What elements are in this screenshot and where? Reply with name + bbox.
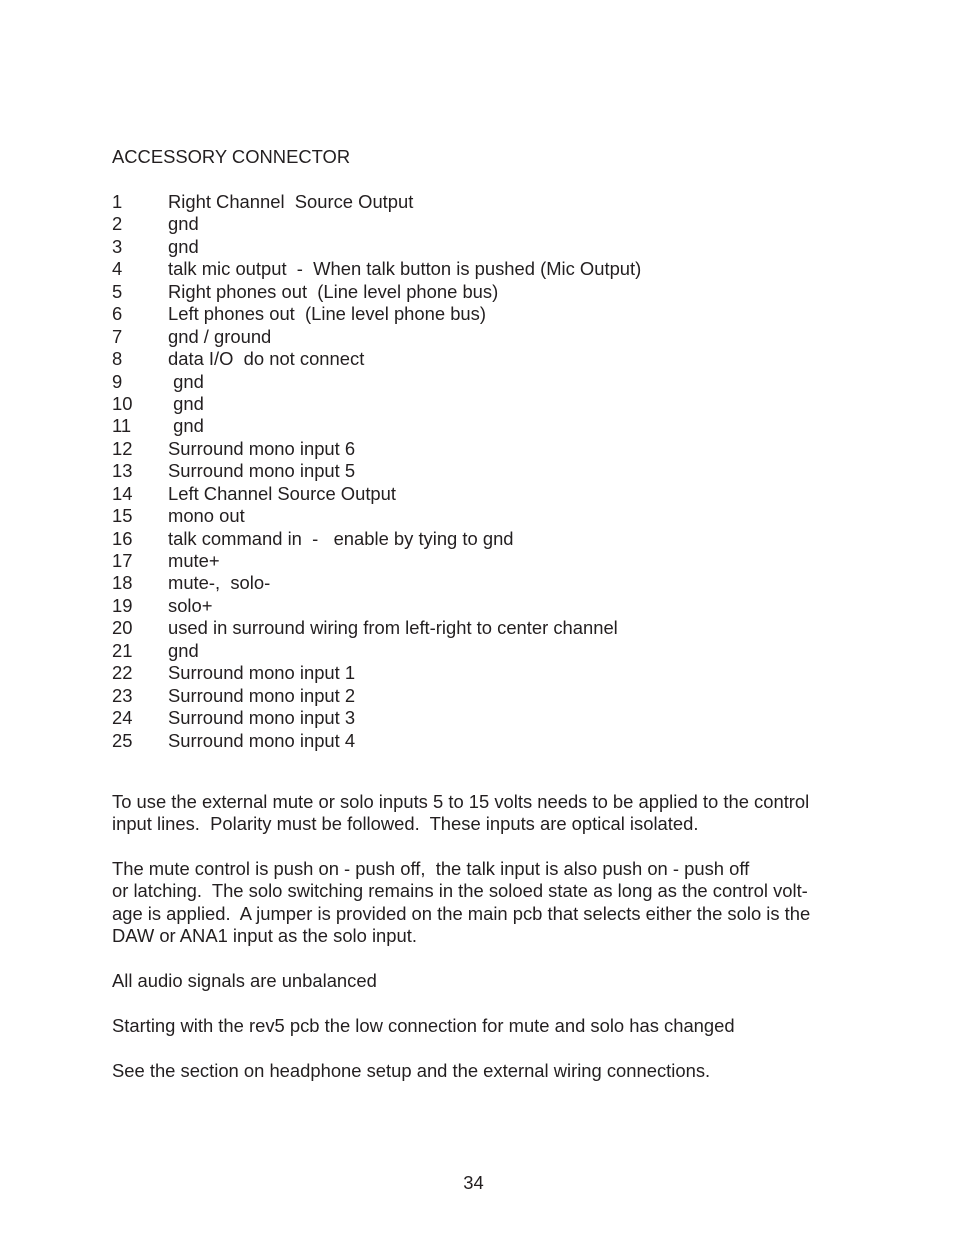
pin-row: [112, 393, 641, 415]
pin-number: 16: [112, 527, 133, 549]
external-inputs-paragraph: [112, 791, 852, 836]
pin-description: Surround mono input 3: [168, 707, 356, 729]
page-number: 34: [463, 1172, 484, 1193]
pin-number: 9: [112, 370, 123, 392]
paragraph-line: or latching. The solo switching remains in the soloed state as long as the control volt-: [112, 880, 808, 902]
pin-number: 19: [112, 594, 133, 616]
pin-description: mono out: [168, 505, 245, 527]
pin-row: [112, 550, 641, 572]
pin-row: [112, 640, 641, 662]
pin-number: 13: [112, 460, 133, 482]
pin-row: [112, 707, 641, 729]
pin-number: 23: [112, 684, 133, 706]
pin-row: [112, 415, 641, 437]
pin-description: Surround mono input 5: [168, 460, 356, 482]
pin-description: talk command in - enable by tying to gnd: [168, 527, 514, 549]
pin-number: 14: [112, 482, 133, 504]
pin-row: [112, 483, 641, 505]
pin-number: 10: [112, 392, 133, 414]
pin-number: 12: [112, 437, 133, 459]
pin-number: 20: [112, 617, 133, 639]
pin-number: 4: [112, 258, 123, 280]
pin-description: gnd: [168, 415, 204, 437]
pin-row: [112, 528, 641, 550]
pin-row: [112, 730, 641, 752]
paragraph-line: input lines. Polarity must be followed. These inputs are optical isolated.: [112, 813, 699, 835]
pin-description: gnd / ground: [168, 325, 272, 347]
pin-number: 24: [112, 707, 133, 729]
paragraph-line: All audio signals are unbalanced: [112, 970, 377, 991]
pin-description: gnd: [168, 235, 199, 257]
pin-number: 5: [112, 280, 123, 302]
pin-description: mute+: [168, 550, 220, 571]
paragraph-line: See the section on headphone setup and the external wiring connections.: [112, 1060, 711, 1081]
pin-row: [112, 281, 641, 303]
pin-description: data I/O do not connect: [168, 348, 365, 370]
pin-row: [112, 572, 641, 594]
pin-row: [112, 258, 641, 280]
pin-number: 8: [112, 348, 123, 370]
pin-description: Surround mono input 1: [168, 662, 356, 684]
pin-row: [112, 460, 641, 482]
pin-description: gnd: [168, 392, 204, 414]
pin-row: [112, 236, 641, 258]
pin-description: used in surround wiring from left-right to center channel: [168, 617, 618, 639]
pin-description: gnd: [168, 213, 199, 235]
pin-row: [112, 326, 641, 348]
paragraph-line: The mute control is push on - push off, the talk input is also push on - push off: [112, 858, 750, 879]
pin-number: 6: [112, 303, 123, 325]
section-heading: ACCESSORY CONNECTOR: [112, 146, 351, 167]
pin-row: [112, 191, 641, 213]
pin-number: 15: [112, 505, 133, 527]
pin-row: [112, 213, 641, 235]
pin-description: gnd: [168, 370, 204, 392]
paragraph-line: To use the external mute or solo inputs 5 to 15 volts needs to be applied to the control: [112, 791, 810, 812]
pin-number: 17: [112, 550, 133, 571]
pin-row: [112, 595, 641, 617]
pin-row: [112, 438, 641, 460]
pin-description: Right phones out (Line level phone bus): [168, 280, 499, 302]
pin-list: [112, 191, 641, 752]
pin-description: mute-, solo-: [168, 572, 271, 594]
pin-description: solo+: [168, 594, 213, 616]
mute-control-paragraph: [112, 858, 852, 948]
pin-row: [112, 662, 641, 684]
pin-description: Surround mono input 6: [168, 437, 356, 459]
paragraph-line: Starting with the rev5 pcb the low connection for mute and solo has changed: [112, 1015, 735, 1036]
pin-row: [112, 348, 641, 370]
pin-description: gnd: [168, 639, 199, 661]
pin-description: talk mic output - When talk button is pushed (Mic Output): [168, 258, 642, 280]
pin-row: [112, 371, 641, 393]
pin-number: 11: [112, 415, 132, 437]
pin-number: 1: [112, 191, 123, 212]
pin-number: 25: [112, 729, 133, 751]
paragraph-line: age is applied. A jumper is provided on the main pcb that selects either the solo is the: [112, 902, 811, 924]
unbalanced-paragraph: [112, 970, 852, 992]
pin-description: Left phones out (Line level phone bus): [168, 303, 486, 325]
pin-row: [112, 505, 641, 527]
paragraph-line: DAW or ANA1 input as the solo input.: [112, 925, 417, 947]
pin-number: 21: [112, 639, 133, 661]
pin-number: 2: [112, 213, 123, 235]
pin-row: [112, 303, 641, 325]
pin-row: [112, 617, 641, 639]
pin-description: Surround mono input 4: [168, 729, 356, 751]
see-section-paragraph: [112, 1060, 852, 1082]
pin-row: [112, 685, 641, 707]
pin-number: 18: [112, 572, 133, 594]
pin-description: Right Channel Source Output: [168, 191, 414, 212]
pin-number: 22: [112, 662, 133, 684]
rev5-paragraph: [112, 1015, 852, 1037]
pin-description: Surround mono input 2: [168, 684, 356, 706]
pin-number: 3: [112, 235, 123, 257]
pin-number: 7: [112, 325, 123, 347]
pin-description: Left Channel Source Output: [168, 482, 396, 504]
